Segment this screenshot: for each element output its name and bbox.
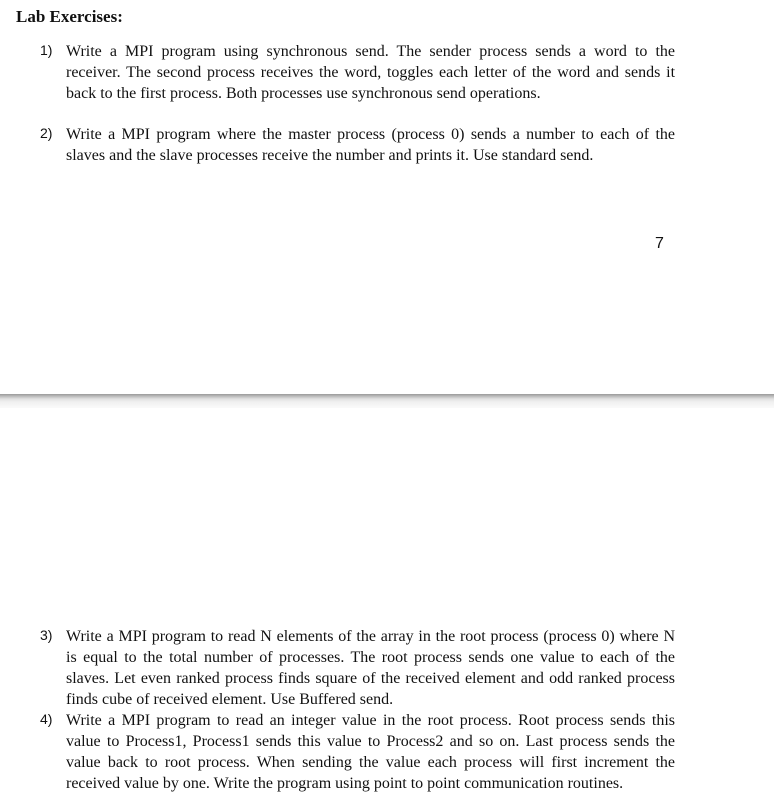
page-number: 7 <box>655 235 664 252</box>
exercise-number: 3) <box>40 627 53 643</box>
exercise-line: process finds cube of received element. Use Buffered send. <box>66 670 675 708</box>
exercise-line: it back to the first process. Both processes use synchronous send operations. <box>66 64 676 102</box>
exercise-line: slaves and the slave processes receive the number and prints it. Use standard send. <box>66 147 594 164</box>
document-page-top <box>0 0 774 394</box>
exercise-line: receiver. The second process receives the word, toggles each letter of the word and sends <box>66 64 661 81</box>
exercise-line: Write a MPI program to read N elements of the array in the root process (process 0) where <box>66 628 659 645</box>
exercise-line: slaves. Let even ranked process finds square of the received element and odd ranked <box>66 670 622 687</box>
exercise-line: value to Process1, Process1 sends this value to Process2 and so on. Last process sends the <box>66 733 675 750</box>
document-page-bottom <box>0 408 774 801</box>
exercise-line: Write a MPI program to read an integer value in the root process. Root process sends this <box>66 712 675 729</box>
exercise-line: value back to root process. When sending the value each process will first increment the <box>66 754 675 771</box>
exercise-number: 4) <box>40 711 53 727</box>
exercise-number: 1) <box>40 42 53 58</box>
exercise-text <box>66 124 675 166</box>
page-break <box>0 394 774 408</box>
exercise-line: N is equal to the total number of processes. The root process sends one value to each of the <box>66 628 675 666</box>
exercise-line: Write a MPI program where the master process (process 0) sends a number to each of the <box>66 126 675 143</box>
lab-exercises-heading: Lab Exercises: <box>16 7 123 26</box>
exercise-text <box>66 710 675 794</box>
exercise-text <box>66 626 675 710</box>
exercise-text <box>66 41 675 104</box>
exercise-line: received value by one. Write the program using point to point communication routines. <box>66 775 624 792</box>
exercise-number: 2) <box>40 125 53 141</box>
exercise-line: Write a MPI program using synchronous send. The sender process sends a word to the <box>66 43 675 60</box>
